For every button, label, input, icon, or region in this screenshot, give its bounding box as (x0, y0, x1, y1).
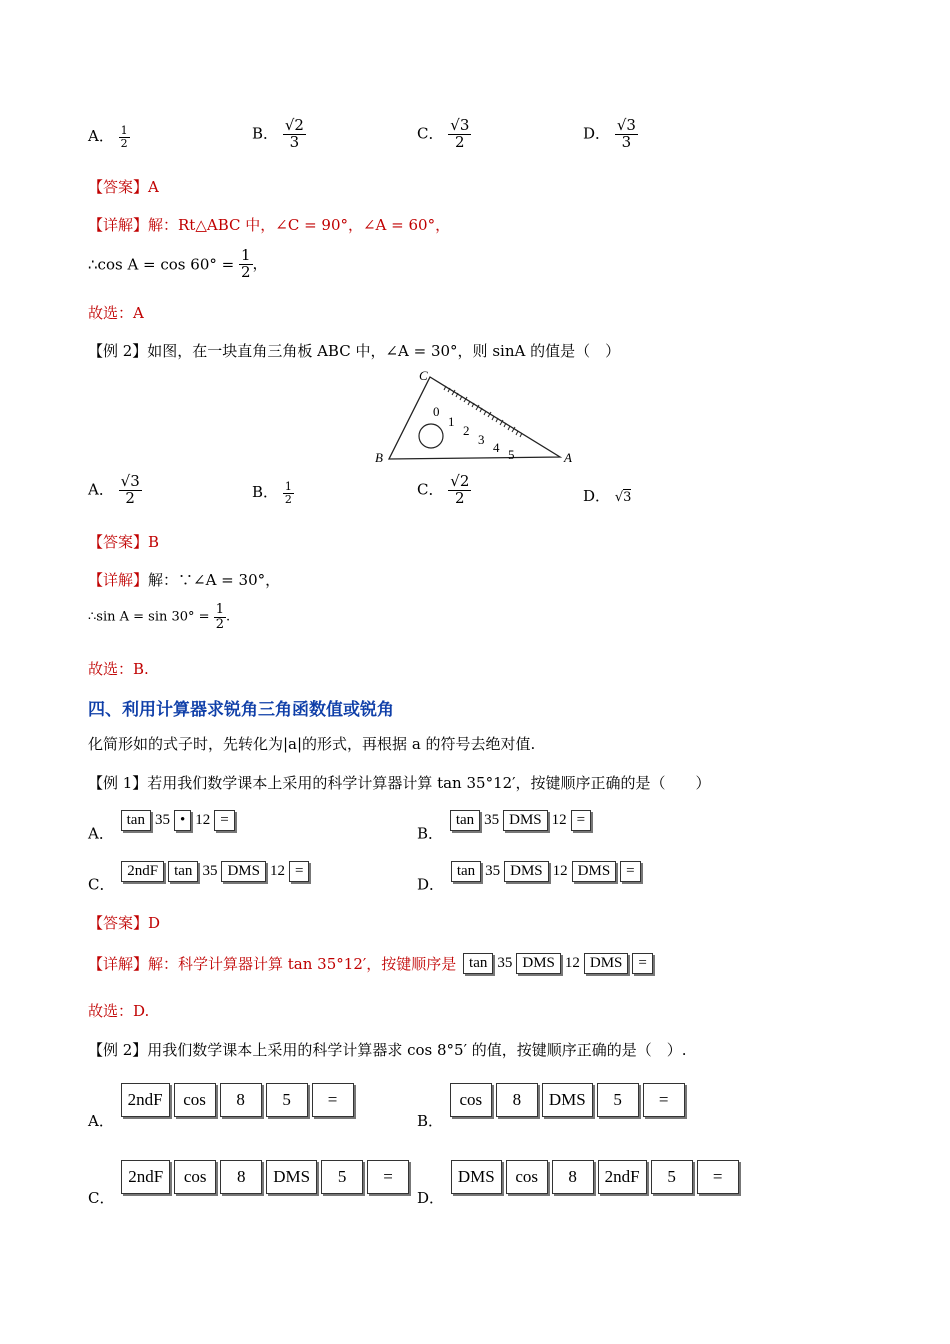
dms-key: DMS (451, 1160, 502, 1194)
q1-option-d (583, 118, 638, 151)
tan-key: tan (450, 810, 480, 831)
triangle-outline (389, 377, 560, 459)
q1-choose: 故选：A (88, 304, 144, 322)
digit-8-key: 8 (552, 1160, 594, 1194)
section-intro: 化简形如的式子时，先转化为|a|的形式，再根据 a 的符号去绝对值. (88, 735, 536, 753)
equals-key: = (632, 953, 652, 974)
equals-key: = (697, 1160, 739, 1194)
q1-option-b (252, 118, 306, 151)
fraction: $\frac{1}{2}$ (215, 602, 224, 632)
digit-5-key: 5 (597, 1083, 639, 1117)
q1-detail: 【详解】解：Rt△ABC 中，∠C = 90°，∠A = 60°， (88, 216, 451, 234)
digit-8-key: 8 (220, 1083, 262, 1117)
circle-hole (419, 424, 443, 448)
cos-key: cos (506, 1160, 548, 1194)
tan-key: tan (451, 861, 481, 882)
tan-key: tan (121, 810, 151, 831)
triangle-ruler-figure (372, 368, 582, 468)
dms-key: DMS (542, 1083, 593, 1117)
q1-calc: ∴cos A = cos 60° = $\frac{1}{2}$ ， (88, 246, 268, 281)
ex2-answer: 【答案】B (88, 533, 160, 551)
fraction: $\frac{√3}{2}$ (120, 472, 140, 507)
ex4-option-d: D． DMS cos 8 2ndF 5 = (417, 1160, 741, 1208)
tick-label: 4 (493, 440, 500, 455)
ex3-question: 【例 1】若用我们数学课本上采用的科学计算器计算 tan 35°12′，按键顺序正确的是（ ） (88, 774, 711, 792)
fraction: $\frac{1}{2}$ (240, 246, 251, 281)
second-function-key: 2ndF (121, 861, 164, 882)
digit-5-key: 5 (321, 1160, 363, 1194)
ex2-choose: 故选：B. (88, 660, 149, 678)
tick-label: 1 (448, 414, 455, 429)
digit-8-key: 8 (496, 1083, 538, 1117)
vertex-c-label: C (419, 368, 428, 383)
equals-key: = (571, 810, 591, 831)
ex3-detail: 【详解】解：科学计算器计算 tan 35°12′，按键顺序是 tan 35 DMS 12 DMS = (88, 953, 655, 974)
ex4-option-b: B． cos 8 DMS 5 = (417, 1083, 687, 1131)
q1-answer: 【答案】A (88, 178, 159, 196)
vertex-b-label: B (375, 450, 383, 465)
dms-key: DMS (584, 953, 629, 974)
option-label: D． (583, 124, 611, 143)
equals-key: = (289, 861, 309, 882)
ex2-question: 【例 2】如图，在一块直角三角板 ABC 中，∠A = 30°，则 sinA 的值是（ ） (88, 342, 621, 360)
ex2-detail: 【详解】解：∵∠A = 30°， (88, 571, 281, 589)
second-function-key: 2ndF (598, 1160, 647, 1194)
ex4-question: 【例 2】用我们数学课本上采用的科学计算器求 cos 8°5′ 的值，按键顺序正确的是（ ）. (88, 1041, 687, 1059)
ex4-option-c: C． 2ndF cos 8 DMS 5 = (88, 1160, 411, 1208)
ex3-choose: 故选：D. (88, 1002, 150, 1020)
digit-5-key: 5 (651, 1160, 693, 1194)
dms-key: DMS (266, 1160, 317, 1194)
tan-key: tan (463, 953, 493, 974)
equals-key: = (214, 810, 234, 831)
fraction: $\frac{√2}{3}$ (284, 116, 304, 151)
ex3-option-a: A． tan 35 • 12 = (88, 810, 237, 844)
section-heading: 四、利用计算器求锐角三角函数值或锐角 (88, 700, 394, 720)
ex3-option-b: B． tan 35 DMS 12 = (417, 810, 593, 844)
dms-key: DMS (504, 861, 549, 882)
tick-label: 3 (478, 432, 485, 447)
second-function-key: 2ndF (121, 1083, 170, 1117)
tan-key: tan (168, 861, 198, 882)
ex2-option-a: A． $\frac{√3}{2}$ (88, 472, 140, 507)
equals-key: = (367, 1160, 409, 1194)
cos-key: cos (450, 1083, 492, 1117)
ex3-option-d: D． tan 35 DMS 12 DMS = (417, 861, 643, 895)
dot-key: • (174, 810, 191, 831)
dms-key: DMS (503, 810, 548, 831)
option-label: A． (88, 127, 114, 146)
fraction: $\frac{1}{2}$ (120, 124, 128, 150)
option-label: B． (252, 124, 279, 143)
ex2-option-b: B． $\frac{1}{2}$ (252, 480, 292, 506)
fraction: $\frac{√2}{2}$ (450, 472, 470, 507)
digit-5-key: 5 (266, 1083, 308, 1117)
tick-label: 0 (433, 404, 440, 419)
dms-key: DMS (572, 861, 617, 882)
cos-key: cos (174, 1083, 216, 1117)
vertex-a-label: A (564, 450, 572, 465)
dms-key: DMS (516, 953, 561, 974)
ruler-ticks (444, 386, 522, 437)
ex3-option-c: C． 2ndF tan 35 DMS 12 = (88, 861, 311, 895)
ex3-answer: 【答案】D (88, 914, 161, 932)
ex2-option-d: D． √3 (583, 487, 632, 505)
equals-key: = (620, 861, 640, 882)
fraction: $\frac{1}{2}$ (284, 480, 292, 506)
second-function-key: 2ndF (121, 1160, 170, 1194)
ex2-option-c: C． $\frac{√2}{2}$ (417, 472, 470, 507)
tick-label: 2 (463, 423, 470, 438)
dms-key: DMS (221, 861, 266, 882)
cos-key: cos (174, 1160, 216, 1194)
ex2-calc: ∴sin A = sin 30° = $\frac{1}{2}$ . (88, 602, 231, 632)
equals-key: = (312, 1083, 354, 1117)
option-label: C． (417, 124, 444, 143)
equals-key: = (643, 1083, 685, 1117)
q1-option-a (88, 125, 130, 149)
fraction: $\frac{√3}{2}$ (450, 116, 470, 151)
tick-label: 5 (508, 447, 515, 462)
q1-option-c (417, 118, 471, 151)
fraction: $\frac{√3}{3}$ (616, 116, 636, 151)
ex4-option-a: A． 2ndF cos 8 5 = (88, 1083, 356, 1131)
digit-8-key: 8 (220, 1160, 262, 1194)
